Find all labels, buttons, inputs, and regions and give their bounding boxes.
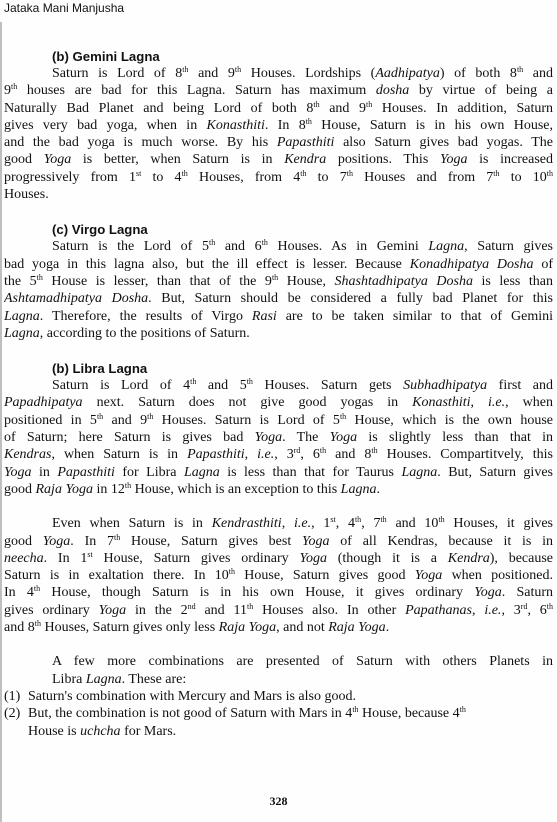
page-number: 328 xyxy=(269,794,288,808)
paragraph-virgo xyxy=(4,238,553,342)
text-line: Libra Lagna. These are: xyxy=(52,671,187,687)
text-line: positioned in 5th and 9th Houses. Saturn is Lord of 5th House, which is the own house xyxy=(4,411,553,428)
text-line: neecha. In 1st House, Saturn gives ordinary Yoga (though it is a Kendra), because xyxy=(4,549,553,566)
text-line: good Yoga. In 7th House, Saturn gives best Yoga of all Kendras, because it is in xyxy=(4,532,553,549)
list-text: But, the combination is not good of Saturn with Mars in 4th House, because 4th House is uchcha for Mars. xyxy=(28,705,466,739)
paragraph-libra xyxy=(4,377,553,498)
text-line: bad yoga in this lagna also, but the ill effect is lesser. Because Konadhipatya Dosha of xyxy=(4,256,553,272)
section-heading-gemini: (b) Gemini Lagna xyxy=(52,49,160,64)
paragraph-kendrasthiti xyxy=(4,515,553,636)
combination-list xyxy=(4,688,553,740)
book-title: Jataka Mani Manjusha xyxy=(4,1,125,15)
text-line: Lagna. Therefore, the results of Virgo Rasi are to be taken similar to that of Gemini xyxy=(4,308,553,324)
page-edge xyxy=(0,22,2,822)
text-line: Saturn is the Lord of 5th and 6th Houses. As in Gemini Lagna, Saturn gives xyxy=(52,238,553,255)
text-line: good Raja Yoga in 12th House, which is an exception to this Lagna. xyxy=(4,480,380,497)
text-line: and the bad yoga is much worse. By his Papasthiti also Saturn gives bad yogas. The xyxy=(4,135,553,151)
text-line: good Yoga is better, when Saturn is in Kendra positions. This Yoga is increased xyxy=(4,152,553,168)
text-line: and 8th Houses, Saturn gives only less Raja Yoga, and not Raja Yoga. xyxy=(4,619,390,636)
text-line: progressively from 1st to 4th Houses, from 4th to 7th Houses and from 7th to 10th xyxy=(4,168,553,185)
text-line: A few more combinations are presented of Saturn with others Planets in xyxy=(52,654,553,670)
text-line: the 5th House is lesser, than that of the 9th House, Shashtadhipatya Dosha is less than xyxy=(4,272,553,289)
text-line: of Saturn; here Saturn is gives bad Yoga. The Yoga is slightly less than that in xyxy=(4,430,553,446)
list-number: (2) xyxy=(4,706,21,722)
text-line: gives very bad yoga, when in Konasthiti. In 8th House, Saturn is in his own House, xyxy=(4,116,553,133)
text-line: Saturn is in exaltation there. In 10th House, Saturn gives good Yoga when positioned. xyxy=(4,567,553,584)
text-line: Kendras, when Saturn is in Papasthiti, i.e., 3rd, 6th and 8th Houses. Compartitvely, this xyxy=(4,446,553,463)
text-line: Yoga in Papasthiti for Libra Lagna is less than that for Taurus Lagna. But, Saturn gives xyxy=(4,464,553,480)
list-number: (1) xyxy=(4,688,21,704)
section-heading-virgo: (c) Virgo Lagna xyxy=(52,222,148,238)
text-line: Houses. xyxy=(4,187,49,203)
text-line: Papadhipatya next. Saturn does not give good yogas in Konasthiti, i.e., when xyxy=(4,395,553,411)
list-item xyxy=(4,705,553,740)
list-text: Saturn's combination with Mercury and Mars is also good. xyxy=(28,688,356,704)
page-body xyxy=(4,48,553,740)
text-line: Naturally Bad Planet and being Lord of both 8th and 9th Houses. In addition, Saturn xyxy=(4,99,553,116)
list-item xyxy=(4,688,553,705)
text-line: Saturn is Lord of 4th and 5th Houses. Saturn gets Subhadhipatya first and xyxy=(52,377,553,394)
text-line: Saturn is Lord of 8th and 9th Houses. Lordships (Aadhipatya) of both 8th and xyxy=(52,65,553,81)
text-line: gives ordinary Yoga in the 2nd and 11th Houses also. In other Papathanas, i.e., 3rd, 6th xyxy=(4,601,553,618)
text-line: Ashtamadhipatya Dosha. But, Saturn should be considered a fully bad Planet for this xyxy=(4,291,553,307)
text-line: 9th houses are bad for this Lagna. Saturn has maximum dosha by virtue of being a xyxy=(4,82,553,99)
text-line: Lagna, according to the positions of Saturn. xyxy=(4,325,250,341)
section-heading-libra: (b) Libra Lagna xyxy=(52,361,148,377)
paragraph-gemini xyxy=(4,65,553,203)
paragraph-more-combinations xyxy=(4,653,553,688)
text-line: Even when Saturn is in Kendrasthiti, i.e., 1st, 4th, 7th and 10th Houses, it gives xyxy=(52,515,553,532)
text-line: In 4th House, though Saturn is in his own House, it gives ordinary Yoga. Saturn xyxy=(4,584,553,601)
